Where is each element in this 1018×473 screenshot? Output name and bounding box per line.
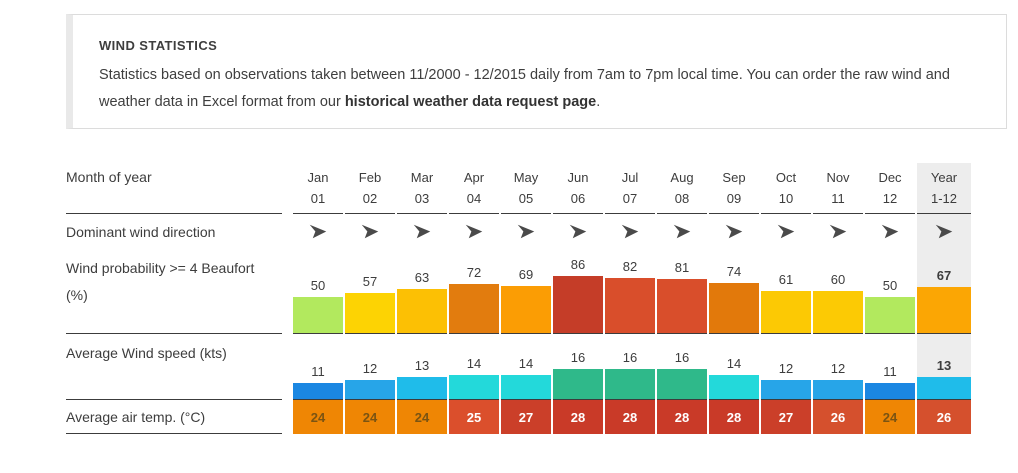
month-header-nov: [813, 163, 863, 214]
air-temp-cell-year: 26: [917, 400, 971, 434]
month-number: 07: [622, 191, 638, 206]
wind-probability-cell-oct: [761, 249, 811, 334]
wind-direction-cell-may: [501, 214, 551, 249]
wind-direction-arrow-icon: [621, 224, 639, 239]
wind-speed-cell-may: [501, 334, 551, 400]
wind-speed-bar: [709, 375, 759, 399]
wind-speed-cell-jul: [605, 334, 655, 400]
info-text-after-link: .: [596, 94, 601, 110]
month-header-jan: [293, 163, 343, 214]
probability-row-label: [66, 249, 282, 334]
wind-probability-cell-apr: [449, 249, 499, 334]
month-header-year: [917, 163, 971, 214]
wind-speed-value: 11: [883, 364, 897, 379]
wind-probability-bar: [865, 297, 915, 333]
wind-speed-bar: [293, 383, 343, 399]
average-air-temp-row: [66, 400, 975, 434]
wind-direction-arrow-icon: [413, 224, 431, 239]
month-header-mar: [397, 163, 447, 214]
direction-row-label: Dominant wind direction: [66, 223, 216, 240]
wind-probability-bar: [813, 291, 863, 333]
month-header-feb: [345, 163, 395, 214]
month-header-jul: [605, 163, 655, 214]
probability-row-label-line1: Wind probability >= 4 Beaufort: [66, 260, 255, 276]
info-title: WIND STATISTICS: [99, 38, 218, 53]
wind-probability-bar: [449, 284, 499, 333]
wind-probability-bar: [657, 279, 707, 333]
wind-probability-cell-sep: [709, 249, 759, 334]
wind-direction-arrow-icon: [829, 224, 847, 239]
month-number: 10: [778, 191, 794, 206]
wind-probability-bar: [397, 289, 447, 333]
wind-speed-cell-oct: [761, 334, 811, 400]
month-name: Feb: [358, 170, 382, 185]
wind-probability-bar: [345, 293, 395, 333]
month-row-label: Month of year: [66, 163, 282, 214]
wind-speed-value: 12: [830, 361, 846, 376]
wind-direction-cell-feb: [345, 214, 395, 249]
air-temp-cell-jun: 28: [553, 400, 603, 434]
month-number: 12: [882, 191, 898, 206]
wind-speed-value: 11: [311, 364, 325, 379]
wind-direction-arrow-icon: [725, 224, 743, 239]
air-temp-cell-sep: 28: [709, 400, 759, 434]
wind-probability-cell-jul: [605, 249, 655, 334]
wind-speed-bar: [397, 377, 447, 399]
month-name: Jun: [567, 170, 589, 185]
wind-speed-bar: [761, 380, 811, 399]
info-text-before-link: Statistics based on observations taken between 11/2000 - 12/2015 daily from 7am to 7pm local time. You can order the raw wind and weather data in Excel format from our: [99, 67, 950, 110]
wind-speed-cell-year: [917, 334, 971, 400]
wind-direction-arrow-icon: [777, 224, 795, 239]
air-temp-cell-feb: 24: [345, 400, 395, 434]
wind-direction-cell-dec: [865, 214, 915, 249]
air-temp-cell-jan: 24: [293, 400, 343, 434]
dominant-wind-direction-row: [66, 214, 975, 249]
average-wind-speed-row: [66, 334, 975, 400]
wind-speed-value: 16: [570, 350, 586, 365]
info-text: [99, 62, 959, 116]
month-number: 08: [674, 191, 690, 206]
wind-direction-arrow-icon: [569, 224, 587, 239]
month-number: 01: [310, 191, 326, 206]
month-number: 02: [362, 191, 378, 206]
month-header-dec: [865, 163, 915, 214]
wind-direction-cell-apr: [449, 214, 499, 249]
wind-direction-arrow-icon: [361, 224, 379, 239]
wind-probability-value: 60: [830, 272, 846, 287]
month-name: Aug: [670, 170, 694, 185]
month-name: Oct: [775, 170, 797, 185]
wind-speed-bar: [449, 375, 499, 399]
wind-speed-cell-mar: [397, 334, 447, 400]
wind-direction-arrow-icon: [465, 224, 483, 239]
month-header-aug: [657, 163, 707, 214]
month-name: Jan: [307, 170, 329, 185]
wind-probability-cell-feb: [345, 249, 395, 334]
wind-probability-value: 74: [726, 264, 742, 279]
wind-probability-row: [66, 249, 975, 334]
wind-speed-bar: [501, 375, 551, 399]
wind-speed-value: 16: [674, 350, 690, 365]
month-header-sep: [709, 163, 759, 214]
wind-speed-cell-dec: [865, 334, 915, 400]
wind-statistics-info-box: [66, 14, 1007, 129]
month-name: Jul: [621, 170, 639, 185]
wind-probability-value: 67: [936, 268, 952, 283]
wind-probability-value: 82: [622, 259, 638, 274]
wind-direction-cell-year: [917, 214, 971, 249]
wind-probability-bar: [761, 291, 811, 333]
wind-direction-cell-aug: [657, 214, 707, 249]
wind-probability-value: 72: [466, 265, 482, 280]
month-number: 09: [726, 191, 742, 206]
wind-probability-value: 50: [310, 278, 326, 293]
historical-weather-data-link[interactable]: historical weather data request page: [344, 94, 597, 110]
wind-direction-arrow-icon: [673, 224, 691, 239]
month-name: Sep: [722, 170, 746, 185]
wind-probability-bar: [293, 297, 343, 333]
wind-probability-bar: [605, 278, 655, 333]
month-number: 04: [466, 191, 482, 206]
wind-speed-cell-jan: [293, 334, 343, 400]
wind-probability-value: 50: [882, 278, 898, 293]
month-name: Dec: [878, 170, 902, 185]
wind-speed-bar: [345, 380, 395, 399]
wind-speed-value: 13: [414, 358, 430, 373]
month-header-may: [501, 163, 551, 214]
air-temp-cell-dec: 24: [865, 400, 915, 434]
wind-probability-cell-dec: [865, 249, 915, 334]
wind-speed-cell-aug: [657, 334, 707, 400]
month-header-apr: [449, 163, 499, 214]
air-temp-cell-may: 27: [501, 400, 551, 434]
month-number: 06: [570, 191, 586, 206]
wind-probability-cell-year: [917, 249, 971, 334]
wind-probability-bar: [501, 286, 551, 333]
wind-probability-value: 86: [570, 257, 586, 272]
wind-direction-arrow-icon: [517, 224, 535, 239]
wind-direction-cell-mar: [397, 214, 447, 249]
wind-statistics-table: [66, 163, 975, 434]
wind-speed-cell-sep: [709, 334, 759, 400]
month-name: Nov: [826, 170, 850, 185]
wind-speed-cell-feb: [345, 334, 395, 400]
month-number: 03: [414, 191, 430, 206]
wind-speed-bar: [553, 369, 603, 399]
month-header-jun: [553, 163, 603, 214]
wind-speed-value: 16: [622, 350, 638, 365]
wind-direction-cell-oct: [761, 214, 811, 249]
month-name: Year: [930, 170, 958, 185]
temp-row-label: Average air temp. (°C): [66, 400, 282, 434]
wind-probability-cell-aug: [657, 249, 707, 334]
wind-speed-bar: [657, 369, 707, 399]
wind-speed-bar: [813, 380, 863, 399]
wind-probability-value: 69: [518, 267, 534, 282]
wind-direction-cell-jul: [605, 214, 655, 249]
wind-probability-value: 63: [414, 270, 430, 285]
wind-speed-bar: [605, 369, 655, 399]
wind-probability-bar: [553, 276, 603, 333]
wind-probability-cell-mar: [397, 249, 447, 334]
wind-probability-cell-may: [501, 249, 551, 334]
air-temp-cell-nov: 26: [813, 400, 863, 434]
month-name: Mar: [410, 170, 434, 185]
month-number: 11: [831, 191, 845, 206]
wind-direction-arrow-icon: [309, 224, 327, 239]
wind-direction-cell-nov: [813, 214, 863, 249]
wind-speed-value: 13: [936, 358, 952, 373]
probability-row-label-line2: (%): [66, 287, 88, 303]
wind-probability-value: 57: [362, 274, 378, 289]
wind-probability-value: 81: [674, 260, 690, 275]
wind-probability-cell-nov: [813, 249, 863, 334]
wind-probability-bar: [917, 287, 971, 333]
wind-probability-value: 61: [778, 272, 794, 287]
wind-direction-arrow-icon: [881, 224, 899, 239]
wind-probability-cell-jun: [553, 249, 603, 334]
wind-direction-cell-jan: [293, 214, 343, 249]
wind-speed-cell-apr: [449, 334, 499, 400]
wind-direction-arrow-icon: [935, 224, 953, 239]
wind-direction-cell-jun: [553, 214, 603, 249]
month-number: 05: [518, 191, 534, 206]
speed-row-label: Average Wind speed (kts): [66, 334, 282, 400]
wind-speed-cell-nov: [813, 334, 863, 400]
air-temp-cell-mar: 24: [397, 400, 447, 434]
air-temp-cell-jul: 28: [605, 400, 655, 434]
month-header-row: [66, 163, 975, 214]
month-name: Apr: [463, 170, 485, 185]
wind-speed-value: 12: [362, 361, 378, 376]
wind-speed-cell-jun: [553, 334, 603, 400]
wind-speed-value: 12: [778, 361, 794, 376]
air-temp-cell-oct: 27: [761, 400, 811, 434]
air-temp-cell-apr: 25: [449, 400, 499, 434]
wind-speed-value: 14: [726, 356, 742, 371]
month-number: 1-12: [930, 191, 958, 206]
wind-direction-cell-sep: [709, 214, 759, 249]
wind-speed-value: 14: [518, 356, 534, 371]
month-header-oct: [761, 163, 811, 214]
month-name: May: [513, 170, 539, 185]
air-temp-cell-aug: 28: [657, 400, 707, 434]
wind-probability-cell-jan: [293, 249, 343, 334]
wind-probability-bar: [709, 283, 759, 333]
wind-speed-value: 14: [466, 356, 482, 371]
wind-speed-bar: [917, 377, 971, 399]
wind-speed-bar: [865, 383, 915, 399]
